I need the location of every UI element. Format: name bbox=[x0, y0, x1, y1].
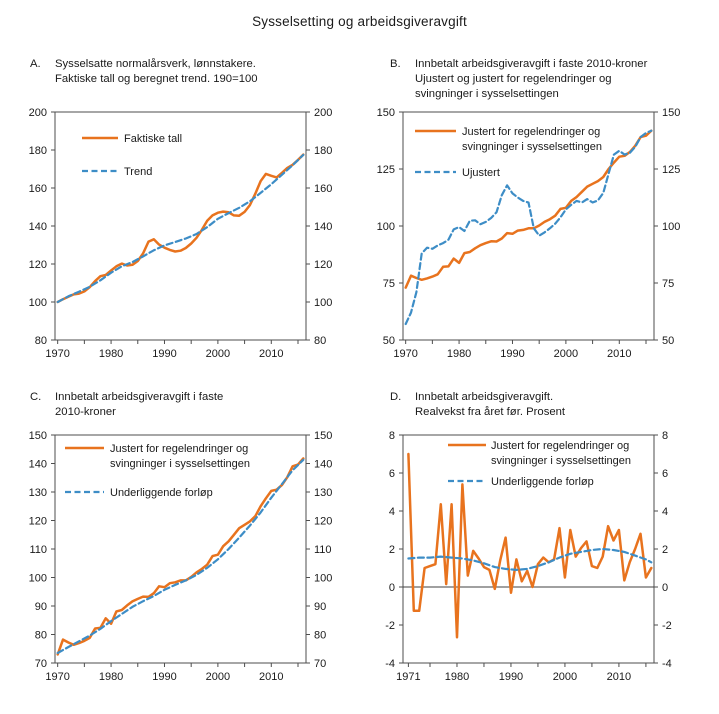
y-tick-label-left: 90 bbox=[34, 601, 47, 613]
y-tick-label-right: 6 bbox=[662, 468, 669, 480]
y-tick-label-left: 120 bbox=[28, 259, 47, 271]
y-tick-label-right: 120 bbox=[314, 259, 333, 271]
y-tick-label-right: 100 bbox=[314, 572, 333, 585]
panel-d-letter: D. bbox=[390, 391, 402, 403]
panel-b-title: Innbetalt arbeidsgiveravgift i faste 2010-kroner Ujustert og justert for regelendringer og svingninger i sysselsettingen bbox=[415, 58, 648, 100]
panel-a-chart bbox=[8, 102, 353, 372]
y-tick-label-left: 160 bbox=[28, 183, 47, 195]
y-tick-label-left: 150 bbox=[376, 107, 395, 119]
x-tick-label: 2010 bbox=[259, 348, 284, 360]
x-tick-label: 1980 bbox=[444, 671, 470, 683]
y-tick-label-left: 180 bbox=[28, 145, 47, 157]
legend-label-1: Ujustert bbox=[462, 167, 500, 179]
y-tick-label-left: 140 bbox=[28, 458, 47, 471]
legend-label-1: Trend bbox=[124, 166, 153, 178]
legend-label-0: svingninger i sysselsettingen bbox=[491, 455, 632, 467]
y-tick-label-left: 130 bbox=[28, 487, 47, 499]
legend-label-0: Justert for regelendringer og bbox=[462, 126, 601, 138]
x-tick-label: 1970 bbox=[45, 348, 70, 360]
x-tick-label: 1990 bbox=[152, 671, 177, 683]
y-tick-label-right: 140 bbox=[314, 221, 333, 233]
panel-a-heading bbox=[30, 57, 258, 87]
figure-title: Sysselsetting og arbeidsgiveravgift bbox=[252, 14, 467, 29]
legend-label-1: Underliggende forløp bbox=[110, 487, 213, 499]
y-tick-label-left: 200 bbox=[28, 107, 47, 119]
y-tick-label-left: -2 bbox=[385, 620, 395, 632]
y-tick-label-left: 75 bbox=[382, 278, 395, 290]
panel-d-heading bbox=[390, 390, 565, 420]
plot-border bbox=[403, 435, 654, 663]
y-tick-label-left: 4 bbox=[388, 506, 395, 518]
legend-label-0: Justert for regelendringer og bbox=[110, 443, 249, 455]
y-tick-label-left: 50 bbox=[382, 335, 395, 347]
legend-label-0: svingninger i sysselsettingen bbox=[110, 458, 251, 470]
y-tick-label-right: 180 bbox=[314, 145, 333, 157]
y-tick-label-right: 0 bbox=[662, 582, 669, 594]
x-tick-label: 2000 bbox=[553, 348, 579, 360]
y-tick-label-right: 150 bbox=[314, 430, 333, 442]
y-tick-label-left: -4 bbox=[385, 658, 395, 670]
y-tick-label-left: 0 bbox=[388, 582, 395, 594]
x-tick-label: 1980 bbox=[98, 671, 124, 683]
y-tick-label-right: 80 bbox=[314, 335, 327, 347]
legend-label-0: svingninger i sysselsettingen bbox=[462, 141, 603, 153]
panel-c-title: Innbetalt arbeidsgiveravgift i faste 2010-kroner bbox=[55, 391, 224, 418]
y-tick-label-right: 140 bbox=[314, 458, 333, 471]
y-tick-label-left: 2 bbox=[388, 544, 395, 556]
panel-b-letter: B. bbox=[390, 58, 401, 70]
x-tick-label: 1980 bbox=[98, 348, 124, 360]
y-tick-label-right: 100 bbox=[314, 297, 333, 309]
y-tick-label-right: 200 bbox=[314, 107, 333, 119]
y-tick-label-right: 2 bbox=[662, 544, 669, 556]
y-tick-label-right: 75 bbox=[662, 278, 675, 290]
y-tick-label-right: 4 bbox=[662, 506, 669, 518]
y-tick-label-right: 8 bbox=[662, 430, 669, 442]
y-tick-label-right: 80 bbox=[314, 629, 327, 642]
y-tick-label-left: 100 bbox=[28, 572, 47, 585]
y-tick-label-left: 70 bbox=[34, 658, 47, 670]
y-tick-label-right: 90 bbox=[314, 601, 327, 613]
y-tick-label-left: 100 bbox=[28, 297, 47, 309]
y-tick-label-right: -2 bbox=[662, 620, 672, 632]
x-tick-label: 1980 bbox=[446, 348, 472, 360]
y-tick-label-left: 80 bbox=[34, 335, 47, 347]
y-tick-label-left: 80 bbox=[34, 629, 47, 642]
panel-d-chart bbox=[356, 425, 701, 695]
x-tick-label: 1990 bbox=[500, 348, 525, 360]
y-tick-label-left: 150 bbox=[28, 430, 47, 442]
y-tick-label-left: 125 bbox=[376, 164, 395, 176]
plot-border bbox=[55, 112, 306, 340]
y-tick-label-right: 125 bbox=[662, 164, 681, 176]
y-tick-label-right: 100 bbox=[662, 221, 681, 233]
y-tick-label-right: 110 bbox=[314, 544, 332, 556]
panel-d-title: Innbetalt arbeidsgiveravgift. Realvekst fra året før. Prosent bbox=[415, 391, 566, 418]
x-tick-label: 2000 bbox=[205, 671, 231, 683]
y-tick-label-right: 130 bbox=[314, 487, 333, 499]
panel-a-letter: A. bbox=[30, 58, 41, 70]
x-tick-label: 2000 bbox=[552, 671, 578, 683]
y-tick-label-left: 110 bbox=[29, 544, 47, 556]
x-tick-label: 2010 bbox=[606, 671, 632, 683]
y-tick-label-right: 160 bbox=[314, 183, 333, 195]
panel-b-heading bbox=[390, 57, 647, 102]
panel-c-letter: C. bbox=[30, 391, 42, 403]
y-tick-label-right: 150 bbox=[662, 107, 681, 119]
y-tick-label-right: 50 bbox=[662, 335, 675, 347]
x-tick-label: 2000 bbox=[205, 348, 231, 360]
y-tick-label-right: 120 bbox=[314, 515, 333, 528]
y-tick-label-right: -4 bbox=[662, 658, 672, 670]
panel-c-heading bbox=[30, 390, 223, 420]
panel-a-title: Sysselsatte normalårsverk, lønnstakere. Faktiske tall og beregnet trend. 190=100 bbox=[55, 58, 258, 85]
x-tick-label: 1990 bbox=[498, 671, 524, 683]
legend-label-0: Faktiske tall bbox=[124, 133, 183, 145]
series-line-0 bbox=[58, 155, 304, 302]
y-tick-label-left: 6 bbox=[388, 468, 395, 480]
panel-b-chart bbox=[356, 102, 701, 372]
y-tick-label-right: 70 bbox=[314, 658, 327, 670]
panel-c-chart bbox=[8, 425, 353, 695]
x-tick-label: 1990 bbox=[152, 348, 177, 360]
x-tick-label: 2010 bbox=[259, 671, 284, 683]
legend-label-1: Underliggende forløp bbox=[491, 476, 594, 488]
y-tick-label-left: 120 bbox=[28, 515, 47, 528]
legend-label-0: Justert for regelendringer og bbox=[491, 440, 630, 452]
x-tick-label: 1970 bbox=[45, 671, 70, 683]
y-tick-label-left: 140 bbox=[28, 221, 47, 233]
x-tick-label: 1970 bbox=[393, 348, 418, 360]
x-tick-label: 2010 bbox=[607, 348, 632, 360]
x-tick-label: 1971 bbox=[396, 671, 421, 683]
y-tick-label-left: 8 bbox=[388, 430, 395, 442]
y-tick-label-left: 100 bbox=[376, 221, 395, 233]
